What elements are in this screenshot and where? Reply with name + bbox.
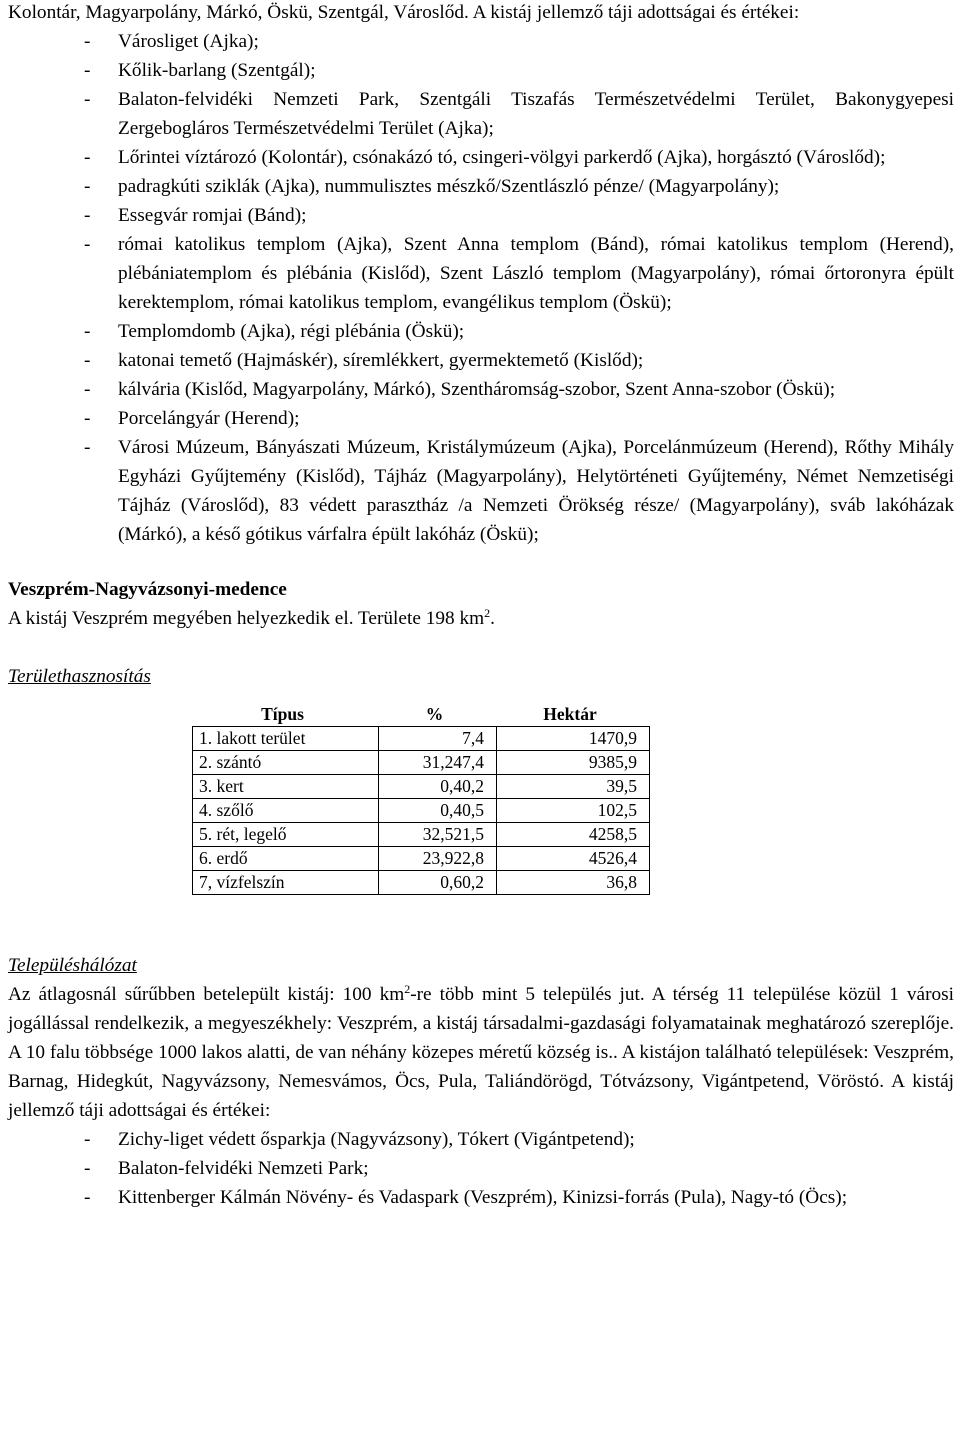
landuse-heading: Területhasznosítás	[8, 666, 151, 687]
list-item: - Templomdomb (Ajka), régi plébánia (Öskü);	[8, 317, 954, 346]
cell-percent: 23,922,8	[379, 847, 497, 871]
area-end: .	[490, 608, 495, 629]
cell-hectare: 9385,9	[497, 751, 650, 775]
cell-type: 4. szőlő	[193, 799, 379, 823]
list-item: - Városliget (Ajka);	[8, 27, 954, 56]
table-row	[193, 823, 650, 847]
column-header-hectare: Hektár	[497, 703, 650, 727]
list-item: - padragkúti sziklák (Ajka), nummulisztes mészkő/Szentlászló pénze/ (Magyarpolány);	[8, 172, 954, 201]
area-paragraph	[8, 604, 954, 633]
settlement-heading: Településhálózat	[8, 955, 137, 976]
cell-percent: 7,4	[379, 727, 497, 751]
list-item: - Kőlik-barlang (Szentgál);	[8, 56, 954, 85]
table-row	[193, 727, 650, 751]
values-list-1	[8, 27, 954, 549]
cell-type: 5. rét, legelő	[193, 823, 379, 847]
area-unit-superscript: 2	[484, 606, 491, 620]
cell-hectare: 102,5	[497, 799, 650, 823]
table-row	[193, 871, 650, 895]
area-text: A kistáj Veszprém megyében helyezkedik el. Területe 198 km	[8, 608, 485, 629]
cell-percent: 0,40,2	[379, 775, 497, 799]
list-item: - kálvária (Kislőd, Magyarpolány, Márkó), Szentháromság-szobor, Szent Anna-szobor (Öskü);	[8, 375, 954, 404]
cell-type: 1. lakott terület	[193, 727, 379, 751]
cell-hectare: 39,5	[497, 775, 650, 799]
values-list-2	[8, 1125, 954, 1212]
section-title: Veszprém-Nagyvázsonyi-medence	[8, 579, 287, 600]
list-item: - Balaton-felvidéki Nemzeti Park;	[8, 1154, 954, 1183]
table-row	[193, 775, 650, 799]
cell-percent: 0,60,2	[379, 871, 497, 895]
list-item: - Zichy-liget védett ősparkja (Nagyvázsony), Tókert (Vigántpetend);	[8, 1125, 954, 1154]
list-item: - Kittenberger Kálmán Növény- és Vadaspark (Veszprém), Kinizsi-forrás (Pula), Nagy-tó (Öcs);	[8, 1183, 954, 1212]
cell-hectare: 36,8	[497, 871, 650, 895]
cell-hectare: 1470,9	[497, 727, 650, 751]
list-item: - római katolikus templom (Ajka), Szent Anna templom (Bánd), római katolikus templom (Herend), plébániatemplom és plébánia (Kislőd), Szent László templom (Magyarpolány), római őrtoronyra épült kerektemplom, római katolikus templom, evangélikus templom (Öskü);	[8, 230, 954, 317]
table-row	[193, 751, 650, 775]
cell-percent: 32,521,5	[379, 823, 497, 847]
cell-type: 3. kert	[193, 775, 379, 799]
cell-type: 6. erdő	[193, 847, 379, 871]
list-item: - Városi Múzeum, Bányászati Múzeum, Kristálymúzeum (Ajka), Porcelánmúzeum (Herend), Rőthy Mihály Egyházi Gyűjtemény (Kislőd), Tájház (Magyarpolány), Helytörténeti Gyűjtemény, Német Nemzetiségi Tájház (Városlőd), 83 védett parasztház /a Nemzeti Örökség része/ (Magyarpolány), sváb lakóházak (Márkó), a késő gótikus várfalra épült lakóház (Öskü);	[8, 433, 954, 549]
cell-percent: 31,247,4	[379, 751, 497, 775]
settlement-paragraph	[8, 980, 954, 1125]
table-row	[193, 847, 650, 871]
cell-hectare: 4258,5	[497, 823, 650, 847]
table-header-row	[193, 703, 650, 727]
cell-hectare: 4526,4	[497, 847, 650, 871]
cell-percent: 0,40,5	[379, 799, 497, 823]
intro-paragraph: Kolontár, Magyarpolány, Márkó, Öskü, Szentgál, Városlőd. A kistáj jellemző táji adottságai és értékei:	[8, 2, 800, 23]
column-header-percent: %	[379, 703, 497, 727]
settlement-text-a: Az átlagosnál sűrűbben betelepült kistáj: 100 km	[8, 984, 405, 1005]
list-item: - Lőrintei víztározó (Kolontár), csónakázó tó, csingeri-völgyi parkerdő (Ajka), horgásztó (Városlőd);	[8, 143, 954, 172]
list-item: - Balaton-felvidéki Nemzeti Park, Szentgáli Tiszafás Természetvédelmi Terület, Bakonygyepesi Zergebogláros Természetvédelmi Terület (Ajka);	[8, 85, 954, 143]
list-item: - Porcelángyár (Herend);	[8, 404, 954, 433]
settlement-superscript: 2	[404, 982, 411, 996]
column-header-type: Típus	[193, 703, 379, 727]
cell-type: 7, vízfelszín	[193, 871, 379, 895]
list-item: - Essegvár romjai (Bánd);	[8, 201, 954, 230]
table-row	[193, 799, 650, 823]
landuse-table	[192, 703, 650, 895]
cell-type: 2. szántó	[193, 751, 379, 775]
settlement-text-b: -re több mint 5 település jut. A térség 11 települése közül 1 városi jogállással rendelkezik, a megyeszékhely: Veszprém, a kistáj társadalmi-gazdasági folyamatainak meghatározó szereplője. A 10 falu többsége 1000 lakos alatti, de van néhány közepes méretű község is.. A kistájon található települések: Veszprém, Barnag, Hidegkút, Nagyvázsony, Nemesvámos, Öcs, Pula, Taliándörögd, Tótvázsony, Vigántpetend, Vöröstó. A kistáj jellemző táji adottságai és értékei:	[8, 984, 954, 1121]
list-item: - katonai temető (Hajmáskér), síremlékkert, gyermektemető (Kislőd);	[8, 346, 954, 375]
